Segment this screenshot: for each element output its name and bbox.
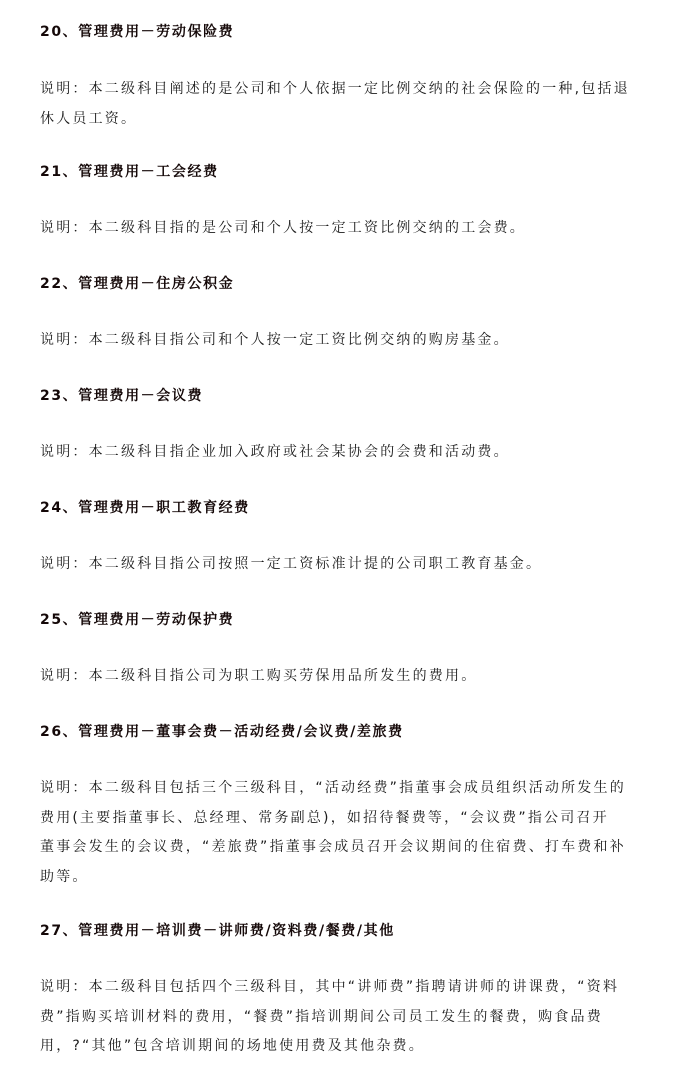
section-description xyxy=(40,666,477,696)
description-line: 说明：本二级科目指公司和个人按一定工资比例交纳的购房基金。 xyxy=(40,332,510,348)
section-description xyxy=(40,79,630,138)
description-line: 说明：本二级科目阐述的是公司和个人依据一定比例交纳的社会保险的一种,包括退 xyxy=(40,81,630,97)
description-line: 说明：本二级科目指公司按照一定工资标准计提的公司职工教育基金。 xyxy=(40,556,543,572)
description-line: 董事会发生的会议费，“差旅费”指董事会成员召开会议期间的住宿费、打车费和补 xyxy=(40,839,626,855)
description-line: 助等。 xyxy=(40,868,89,885)
section-heading: 25、管理费用－劳动保护费 xyxy=(40,612,235,628)
description-line: 说明：本二级科目包括三个三级科目，“活动经费”指董事会成员组织活动所发生的 xyxy=(40,780,626,796)
description-line: 说明：本二级科目指企业加入政府或社会某协会的会费和活动费。 xyxy=(40,444,510,460)
section-description xyxy=(40,554,542,584)
section-heading: 27、管理费用－培训费－讲师费/资料费/餐费/其他 xyxy=(40,923,395,939)
section-description xyxy=(40,442,510,472)
section-description xyxy=(40,977,619,1066)
section-heading: 22、管理费用－住房公积金 xyxy=(40,276,235,292)
section-heading: 20、管理费用－劳动保险费 xyxy=(40,24,235,40)
description-line: 费用(主要指董事长、总经理、常务副总)，如招待餐费等，“会议费”指公司召开 xyxy=(40,809,609,826)
section-heading: 21、管理费用－工会经费 xyxy=(40,164,219,180)
section-description xyxy=(40,218,526,248)
description-line: 用，?“其他”包含培训期间的场地使用费及其他杂费。 xyxy=(40,1038,425,1054)
section-heading: 23、管理费用－会议费 xyxy=(40,388,204,404)
description-line: 休人员工资。 xyxy=(40,110,138,127)
section-heading: 26、管理费用－董事会费－活动经费/会议费/差旅费 xyxy=(40,724,404,740)
description-line: 说明：本二级科目包括四个三级科目，其中“讲师费”指聘请讲师的讲课费，“资料 xyxy=(40,979,620,995)
description-line: 说明：本二级科目指公司为职工购买劳保用品所发生的费用。 xyxy=(40,668,478,684)
section-description xyxy=(40,330,510,360)
section-heading: 24、管理费用－职工教育经费 xyxy=(40,500,250,516)
description-line: 说明：本二级科目指的是公司和个人按一定工资比例交纳的工会费。 xyxy=(40,220,526,236)
section-description xyxy=(40,778,626,896)
description-line: 费”指购买培训材料的费用，“餐费”指培训期间公司员工发生的餐费，购食品费 xyxy=(40,1008,603,1025)
